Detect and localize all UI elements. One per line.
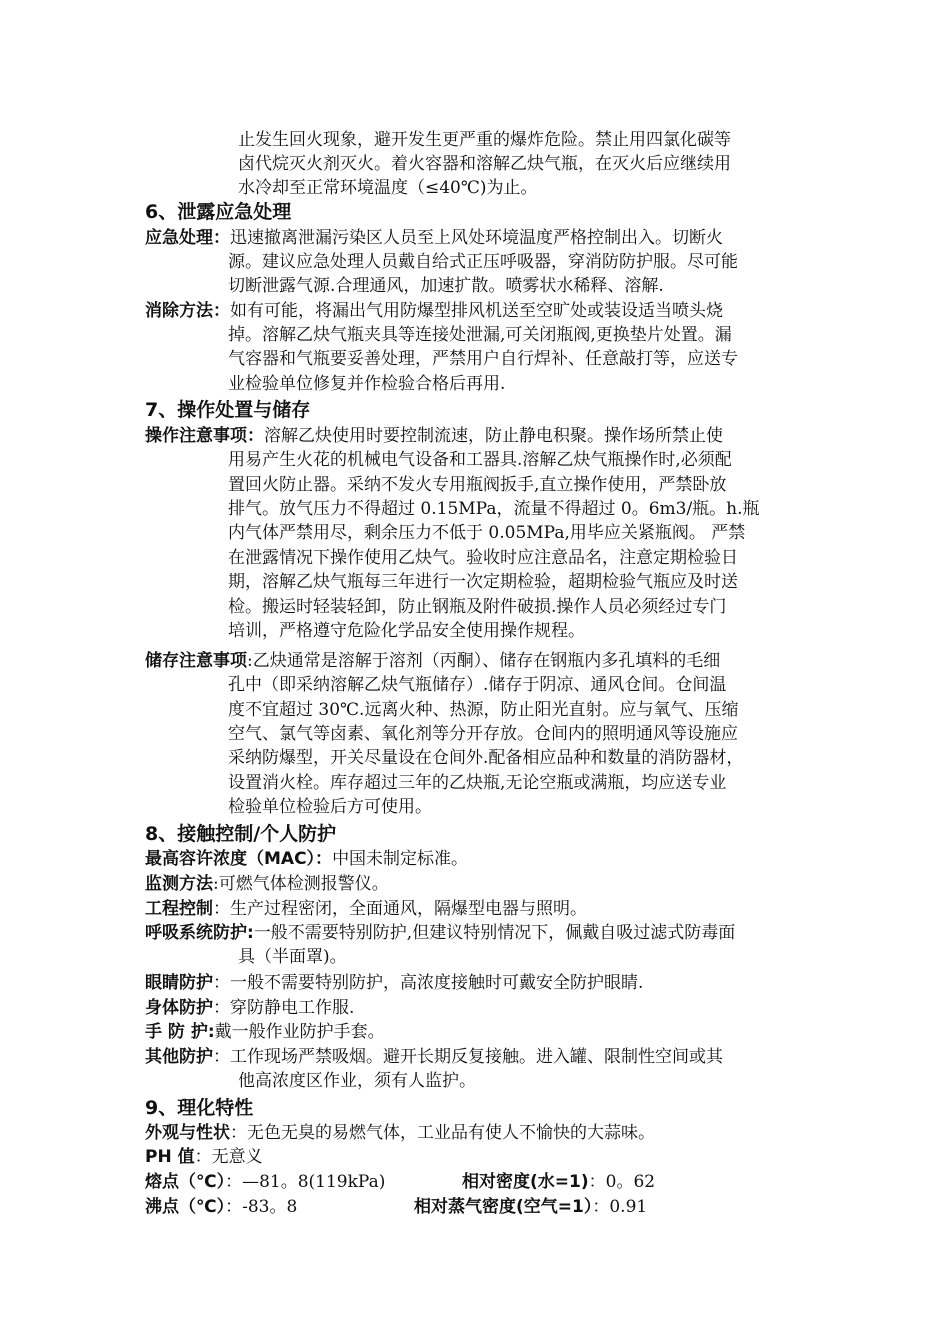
operation-line-3: 置回火防止器。采纳不发火专用瓶阀扳手,直立操作使用，严禁卧放 [228, 475, 727, 495]
engineering-text: ：生产过程密闭，全面通风，隔爆型电器与照明。 [213, 899, 587, 919]
vapor-line [414, 1195, 647, 1219]
ph-label: PH 值 [145, 1147, 195, 1167]
operation-line-7: 期，溶解乙炔气瓶每三年进行一次定期检验，超期检验气瓶应及时送 [228, 572, 738, 592]
disposal-line-4: 业检验单位修复并作检验合格后再用. [228, 374, 506, 394]
melting-text: ：—81。8(119kPa) [225, 1172, 386, 1192]
body-label: 身体防护 [145, 998, 213, 1018]
disposal-label: 消除方法： [145, 301, 230, 321]
intro-line-3: 水冷却至正常环境温度（≤40℃)为止。 [238, 178, 538, 198]
section-7-heading: 7、操作处置与储存 [145, 399, 311, 421]
body-text: ：穿防静电工作服. [213, 998, 355, 1018]
respiratory-line-1 [145, 921, 735, 945]
monitor-label: 监测方法 [145, 874, 213, 894]
mac-line [145, 847, 468, 871]
section-8-heading: 8、接触控制/个人防护 [145, 823, 337, 845]
engineering-line [145, 897, 587, 921]
respiratory-line-2: 具（半面罩)。 [238, 947, 347, 967]
ph-text: ：无意义 [194, 1147, 263, 1167]
hand-line [145, 1020, 385, 1044]
monitor-line [145, 872, 389, 896]
density-text: ：0。62 [588, 1172, 656, 1192]
storage-line-7: 检验单位检验后方可使用。 [228, 797, 432, 817]
other-label: 其他防护 [145, 1047, 213, 1067]
emergency-text-1: 迅速撤离泄漏污染区人员至上风处环境温度严格控制出入。切断火 [230, 228, 723, 248]
density-label: 相对密度(水=1) [462, 1172, 589, 1192]
section-9-heading: 9、理化特性 [145, 1097, 254, 1119]
storage-label: 储存注意事项 [145, 651, 247, 671]
operation-line-2: 用易产生火花的机械电气设备和工器具.溶解乙炔气瓶操作时,必须配 [228, 450, 732, 470]
emergency-line-1 [145, 226, 723, 250]
emergency-line-3: 切断泄露气源.合理通风，加速扩散。喷雾状水稀释、溶解. [228, 276, 664, 296]
other-line-1 [145, 1045, 723, 1069]
body-line [145, 996, 354, 1020]
respiratory-text-1: 一般不需要特别防护,但建议特别情况下，佩戴自吸过滤式防毒面 [253, 923, 736, 943]
appearance-text: ：无色无臭的易燃气体，工业品有使人不愉快的大蒜味。 [230, 1123, 655, 1143]
engineering-label: 工程控制 [145, 899, 213, 919]
melting-line [145, 1170, 385, 1194]
operation-line-9: 培训，严格遵守危险化学品安全使用操作规程。 [228, 621, 585, 641]
appearance-label: 外观与性状 [145, 1123, 230, 1143]
storage-line-5: 采纳防爆型，开关尽量设在仓间外.配备相应品种和数量的消防器材， [228, 748, 744, 768]
storage-line-6: 设置消火栓。库存超过三年的乙炔瓶,无论空瓶或满瓶，均应送专业 [228, 773, 727, 793]
melting-label: 熔点（℃） [145, 1172, 226, 1192]
monitor-text: :可燃气体检测报警仪。 [213, 874, 389, 894]
mac-label: 最高容许浓度（MAC）： [145, 849, 333, 869]
emergency-line-2: 源。建议应急处理人员戴自给式正压呼吸器，穿消防防护服。尽可能 [228, 252, 738, 272]
boiling-label: 沸点（℃） [145, 1197, 226, 1217]
appearance-line [145, 1121, 655, 1145]
disposal-line-2: 掉。溶解乙炔气瓶夹具等连接处泄漏,可关闭瓶阀,更换垫片处置。漏 [228, 325, 732, 345]
respiratory-label: 呼吸系统防护: [145, 923, 254, 943]
eye-line [145, 971, 643, 995]
disposal-line-1 [145, 299, 723, 323]
disposal-text-1: 如有可能，将漏出气用防爆型排风机送至空旷处或装设适当喷头烧 [230, 301, 723, 321]
eye-text: ：一般不需要特别防护，高浓度接触时可戴安全防护眼睛. [213, 973, 644, 993]
operation-label: 操作注意事项： [145, 426, 264, 446]
other-line-2: 他高浓度区作业，须有人监护。 [238, 1071, 476, 1091]
storage-line-3: 度不宜超过 30℃.远离火种、热源，防止阳光直射。应与氧气、压缩 [228, 700, 739, 720]
operation-line-6: 在泄露情况下操作使用乙炔气。验收时应注意品名，注意定期检验日 [228, 548, 738, 568]
storage-line-2: 孔中（即采纳溶解乙炔气瓶储存）.储存于阴凉、通风仓间。仓间温 [228, 675, 727, 695]
storage-line-4: 空气、氯气等卤素、氧化剂等分开存放。仓间内的照明通风等设施应 [228, 724, 738, 744]
intro-line-1: 止发生回火现象，避开发生更严重的爆炸危险。禁止用四氯化碳等 [238, 130, 731, 150]
hand-label: 手 防 护: [145, 1022, 215, 1042]
eye-label: 眼睛防护 [145, 973, 213, 993]
boiling-line [145, 1195, 297, 1219]
operation-line-1 [145, 424, 723, 448]
vapor-label: 相对蒸气密度(空气=1） [414, 1197, 593, 1217]
section-6-heading: 6、泄露应急处理 [145, 201, 292, 223]
vapor-text: ：0.91 [592, 1197, 648, 1217]
operation-line-8: 检。搬运时轻装轻卸，防止钢瓶及附件破损.操作人员必须经过专门 [228, 597, 727, 617]
storage-text-1: :乙炔通常是溶解于溶剂（丙酮）、储存在钢瓶内多孔填料的毛细 [247, 651, 721, 671]
density-line [462, 1170, 655, 1194]
operation-text-1: 溶解乙炔使用时要控制流速，防止静电积聚。操作场所禁止使 [264, 426, 723, 446]
operation-line-5: 内气体严禁用尽，剩余压力不低于 0.05MPa,用毕应关紧瓶阀。 严禁 [228, 523, 746, 543]
hand-text: 戴一般作业防护手套。 [214, 1022, 385, 1042]
operation-line-4: 排气。放气压力不得超过 0.15MPa，流量不得超过 0。6m3/瓶。h.瓶 [228, 499, 760, 519]
intro-line-2: 卤代烷灭火剂灭火。着火容器和溶解乙炔气瓶，在灭火后应继续用 [238, 154, 731, 174]
mac-text: 中国未制定标准。 [332, 849, 469, 869]
other-text-1: ：工作现场严禁吸烟。避开长期反复接触。进入罐、限制性空间或其 [213, 1047, 723, 1067]
disposal-line-3: 气容器和气瓶要妥善处理，严禁用户自行焊补、任意敲打等，应送专 [228, 349, 738, 369]
storage-line-1 [145, 649, 720, 673]
ph-line [145, 1145, 263, 1169]
boiling-text: ：-83。8 [225, 1197, 298, 1217]
emergency-label: 应急处理： [145, 228, 230, 248]
